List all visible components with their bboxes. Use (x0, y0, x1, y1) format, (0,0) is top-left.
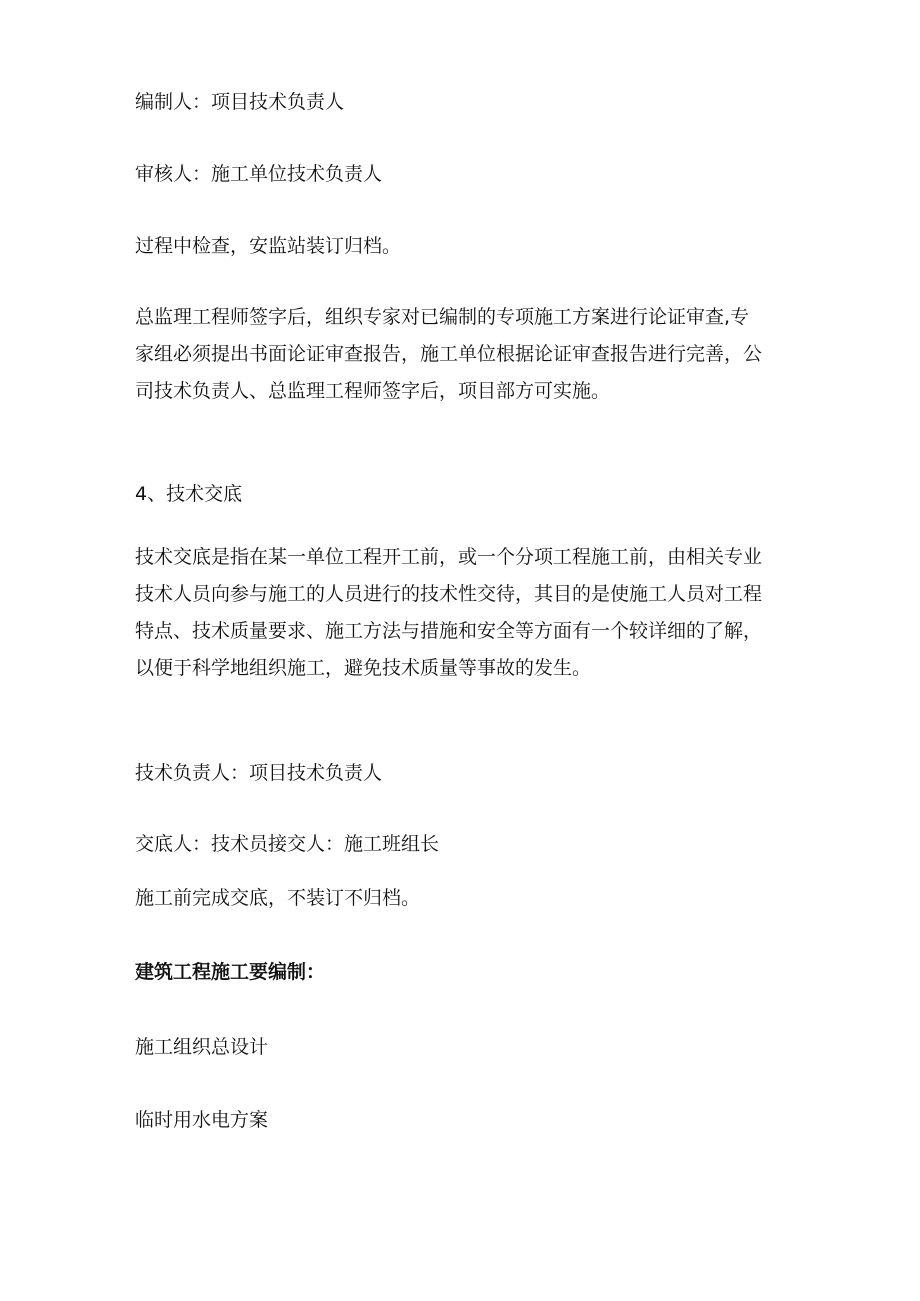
disclosure-paragraph-line: 技术人员向参与施工的人员进行的技术性交待，其目的是使施工人员对工程 (135, 583, 763, 605)
review-paragraph-line: 总监理工程师签字后，组织专家对已编制的专项施工方案进行论证审查,专 (135, 306, 750, 328)
bold-heading: 建筑工程施工要编制： (135, 961, 326, 983)
disclosure-paragraph-line: 特点、技术质量要求、施工方法与措施和安全等方面有一个较详细的了解， (135, 620, 763, 642)
handover-line: 交底人：技术员接交人：施工班组长 (135, 833, 440, 855)
compiler-line: 编制人：项目技术负责人 (135, 91, 345, 113)
tech-lead-line: 技术负责人：项目技术负责人 (135, 762, 383, 784)
review-paragraph-line: 家组必须提出书面论证审查报告，施工单位根据论证审查报告进行完善，公 (135, 343, 763, 365)
list-item: 施工组织总设计 (135, 1036, 269, 1058)
reviewer-line: 审核人：施工单位技术负责人 (135, 163, 383, 185)
completion-line: 施工前完成交底，不装订不归档。 (135, 887, 421, 909)
review-paragraph-line: 司技术负责人、总监理工程师签字后，项目部方可实施。 (135, 380, 611, 402)
disclosure-paragraph (135, 539, 815, 687)
disclosure-paragraph-line: 以便于科学地组织施工，避免技术质量等事故的发生。 (135, 657, 592, 679)
disclosure-paragraph-line: 技术交底是指在某一单位工程开工前，或一个分项工程施工前，由相关专业 (135, 546, 763, 568)
review-paragraph (135, 299, 815, 410)
section-heading: 4、技术交底 (135, 483, 243, 505)
list-item: 临时用水电方案 (135, 1109, 269, 1131)
inspection-line: 过程中检查，安监站装订归档。 (135, 235, 402, 257)
